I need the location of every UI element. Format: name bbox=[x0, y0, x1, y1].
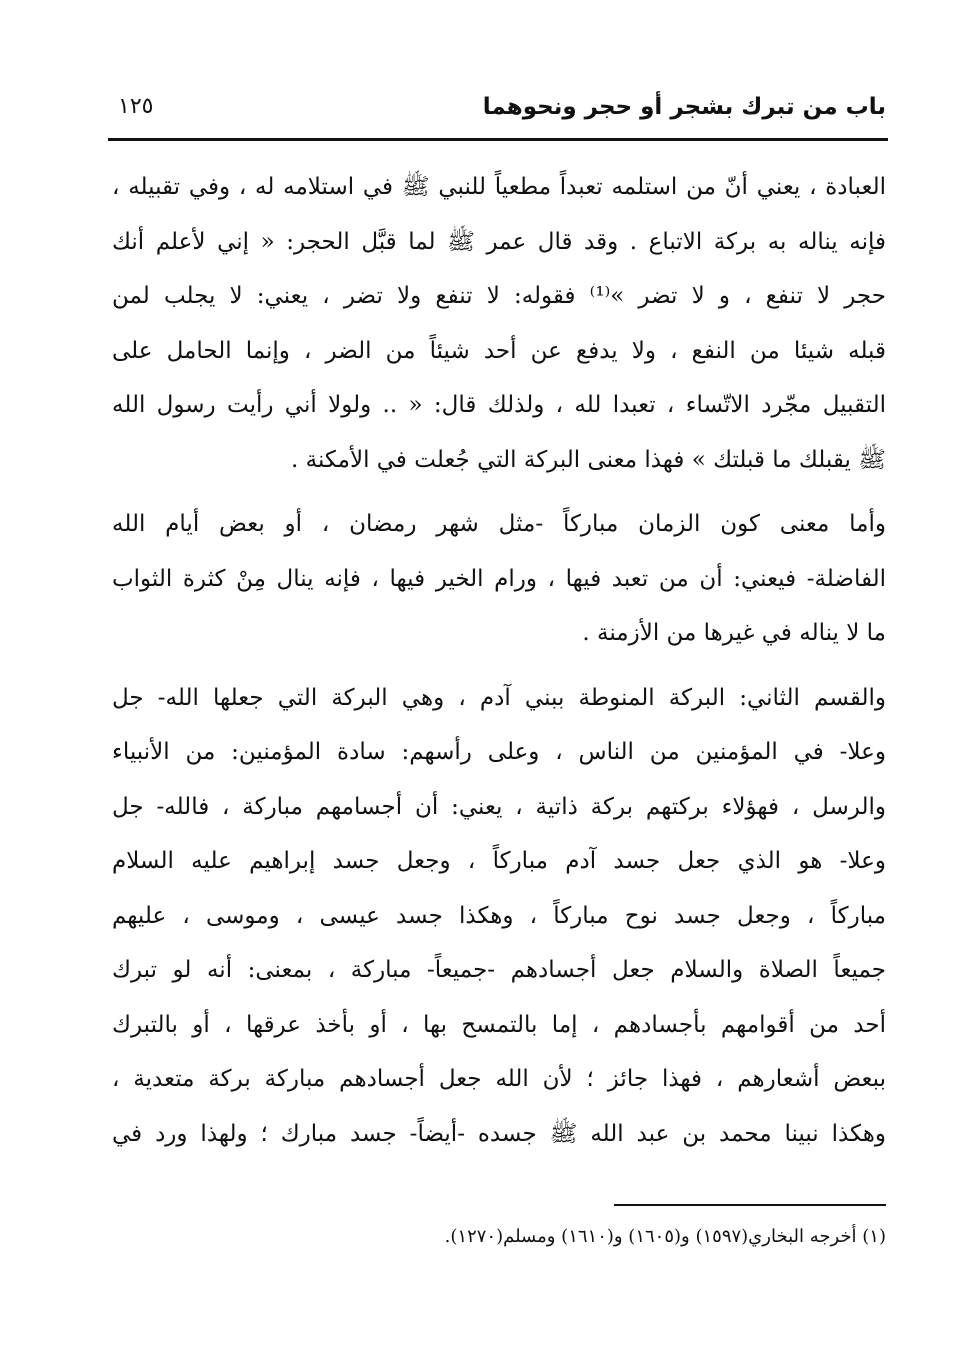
text-line: الفاضلة- فيعني: أن من تعبد فيها ، ورام الخير فيها ، فإنه ينال مِنْ كثرة الثواب bbox=[112, 565, 886, 592]
text-line: ببعض أشعارهم ، فهذا جائز ؛ لأن الله جعل أجسادهم مباركة بركة متعدية ، bbox=[112, 1066, 886, 1092]
chapter-title: باب من تبرك بشجر أو حجر ونحوهما bbox=[482, 94, 886, 120]
text-line: والقسم الثاني: البركة المنوطة ببني آدم ، وهي البركة التي جعلها الله- جل bbox=[112, 684, 886, 711]
paragraph-gap bbox=[112, 661, 886, 671]
running-header bbox=[108, 92, 886, 132]
header-divider bbox=[108, 138, 888, 141]
text-line: مباركاً ، وجعل جسد نوح مباركاً ، وهكذا جسد عيسى ، وموسى ، عليهم bbox=[112, 902, 886, 929]
text-line: أحد من أقوامهم بأجسادهم ، إما بالتمسح بها ، أو بأخذ عرقها ، أو بالتبرك bbox=[112, 1011, 886, 1038]
text-line: العبادة ، يعني أنّ من استلمه تعبداً مطعياً للنبي ﷺ في استلامه له ، وفي تقبيله ، bbox=[112, 174, 886, 200]
footnote: (١) أخرجه البخاري(١٥٩٧) و(١٦٠٥) و(١٦١٠) ومسلم(١٢٧٠). bbox=[444, 1226, 886, 1247]
text-line: وأما معنى كون الزمان مباركاً -مثل شهر رمضان ، أو بعض أيام الله bbox=[112, 511, 886, 537]
text-line: جميعاً الصلاة والسلام جعل أجسادهم -جميعاً- مباركة ، بمعنى: أنه لو تبرك bbox=[112, 957, 886, 983]
text-line: والرسل ، فهؤلاء بركتهم بركة ذاتية ، يعني: أن أجسامهم مباركة ، فالله- جل bbox=[112, 793, 886, 820]
text-line: قبله شيئا من النفع ، ولا يدفع عن أحد شيئاً من الضر ، وإنما الحامل على bbox=[112, 337, 886, 364]
text-line: ما لا يناله في غيرها من الأزمنة . bbox=[582, 620, 886, 646]
paragraph bbox=[112, 497, 886, 661]
text-line: وعلا- هو الذي جعل جسد آدم مباركاً ، وجعل جسد إبراهيم عليه السلام bbox=[112, 848, 886, 874]
text-line: فإنه يناله به بركة الاتباع . وقد قال عمر ﷺ لما قبَّل الحجر: « إني لأعلم أنك bbox=[112, 228, 886, 255]
paragraph bbox=[112, 160, 886, 487]
page-number: ١٢٥ bbox=[118, 94, 154, 119]
paragraph-gap bbox=[112, 487, 886, 497]
text-line: ﷺ يقبلك ما قبلتك » فهذا معنى البركة التي جُعلت في الأمكنة . bbox=[291, 446, 886, 473]
text-line: وهكذا نبينا محمد بن عبد الله ﷺ جسده -أيضاً- جسد مبارك ؛ ولهذا ورد في bbox=[112, 1120, 886, 1147]
text-line: وعلا- في المؤمنين من الناس ، وعلى رأسهم: سادة المؤمنين: من الأنبياء bbox=[112, 739, 886, 765]
text-line: التقبيل مجّرد الاتّساء ، تعبدا لله ، ولذلك قال: « .. ولولا أني رأيت رسول الله bbox=[112, 392, 886, 418]
footnote-divider bbox=[614, 1204, 886, 1206]
text-line: حجر لا تنفع ، و لا تضر »⁽¹⁾ فقوله: لا تنفع ولا تضر ، يعني: لا يجلب لمن bbox=[112, 283, 886, 309]
body-text bbox=[112, 160, 886, 1161]
paragraph bbox=[112, 671, 886, 1162]
